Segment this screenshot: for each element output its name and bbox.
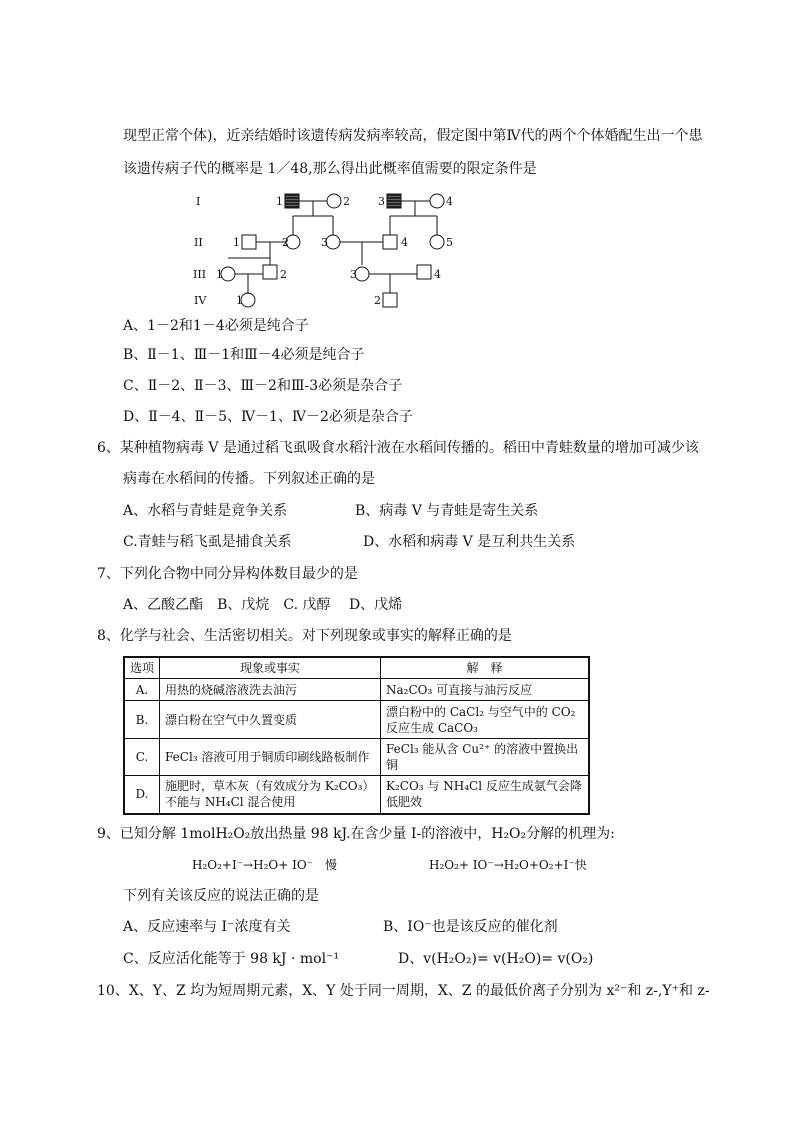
q5-option-c: C、Ⅱ－2、Ⅱ－3、Ⅲ－2和Ⅲ-3必须是杂合子 [123, 378, 403, 394]
q5-option-d: D、Ⅱ－4、Ⅱ－5、Ⅳ－1、Ⅳ－2必须是杂合子 [123, 409, 413, 425]
g1-label-4: 4 [446, 195, 453, 208]
cell-option: C. [124, 739, 160, 776]
cell-option: D. [124, 776, 160, 814]
g3-label-1: 1 [216, 268, 223, 281]
g2-label-5: 5 [446, 236, 453, 249]
cell-phenomenon: FeCl₃ 溶液可用于铜质印刷线路板制作 [160, 739, 381, 776]
g1-label-2: 2 [343, 195, 350, 208]
g2-label-3: 3 [321, 236, 328, 249]
q8-table [123, 656, 590, 815]
q9-option-b: B、IO⁻也是该反应的催化剂 [383, 919, 558, 935]
q5-option-b: B、Ⅱ－1、Ⅲ－1和Ⅲ－4必须是纯合子 [123, 347, 365, 363]
gen-label-3: III [193, 268, 207, 281]
q8-stem: 8、化学与社会、生活密切相关。对下列现象或事实的解释正确的是 [97, 628, 512, 644]
gen-label-4: IV [194, 294, 207, 307]
cell-phenomenon: 漂白粉在空气中久置变质 [160, 701, 381, 739]
table-row [124, 739, 589, 776]
q6-option-b: B、病毒 V 与青蛙是寄生关系 [355, 503, 539, 519]
q6-stem-2: 病毒在水稻间的传播。下列叙述正确的是 [123, 471, 375, 487]
table-header-row [124, 657, 589, 679]
q5-option-a: A、1－2和1－4必须是纯合子 [123, 318, 309, 334]
q9-step-1: H₂O₂+I⁻→H₂O+ IO⁻ 慢 [192, 858, 338, 872]
g3-label-3: 3 [350, 268, 357, 281]
q6-option-d: D、水稻和病毒 V 是互利共生关系 [363, 534, 576, 550]
g1-male-1-affected [285, 194, 299, 208]
q9-step-2: H₂O₂+ IO⁻→H₂O+O₂+I⁻快 [429, 858, 587, 872]
cell-option: A. [124, 679, 160, 701]
g4-label-2: 2 [374, 294, 381, 307]
g3-label-4: 4 [434, 268, 441, 281]
table-row [124, 679, 589, 701]
q6-option-a: A、水稻与青蛙是竟争关系 [123, 503, 288, 519]
q10-stem: 10、X、Y、Z 均为短周期元素，X、Y 处于同一周期，X、Z 的最低价离子分别为 x²⁻和 z-,Y⁺和 z- [97, 983, 710, 999]
q9-subquestion: 下列有关该反应的说法正确的是 [123, 888, 319, 904]
cell-phenomenon: 施肥时，草木灰（有效成分为 K₂CO₃）不能与 NH₄Cl 混合使用 [160, 776, 381, 814]
q7-stem: 7、下列化合物中同分异构体数目最少的是 [97, 566, 358, 582]
gen-label-1: I [196, 195, 201, 208]
pedigree-chart [190, 186, 453, 312]
header-phenomenon: 现象或事实 [160, 657, 381, 679]
gen-label-2: II [194, 236, 203, 249]
q7-options: A、乙酸乙酯 B、戊烷 C. 戊醇 D、戊烯 [123, 597, 403, 613]
q6-stem-1: 6、某种植物病毒 V 是通过稻飞虱吸食水稻汁液在水稻间传播的。稻田中青蛙数量的增加可减少该 [97, 440, 699, 456]
q9-option-d: D、v(H₂O₂)= v(H₂O)= v(O₂) [398, 951, 594, 967]
g3-label-2: 2 [280, 268, 287, 281]
g1-label-1: 1 [276, 195, 283, 208]
q9-option-c: C、反应活化能等于 98 kJ · mol⁻¹ [123, 951, 340, 967]
g1-label-3: 3 [378, 195, 385, 208]
table-row [124, 701, 589, 739]
table-row [124, 776, 589, 814]
q6-option-c: C.青蛙与稻飞虱是捕食关系 [123, 534, 292, 550]
cell-explanation: FeCl₃ 能从含 Cu²⁺ 的溶液中置换出铜 [381, 739, 590, 776]
cell-explanation: K₂CO₃ 与 NH₄Cl 反应生成氨气会降低肥效 [381, 776, 590, 814]
cell-phenomenon: 用热的烧碱溶液洗去油污 [160, 679, 381, 701]
g2-label-1: 1 [233, 236, 240, 249]
g1-male-3-affected [387, 194, 401, 208]
intro-line-2: 该遗传病子代的概率是 1／48,那么得出此概率值需要的限定条件是 [123, 161, 537, 177]
header-explanation: 解 释 [381, 657, 590, 679]
q8-table-wrap [123, 656, 590, 815]
g2-label-4: 4 [401, 236, 408, 249]
cell-explanation: 漂白粉中的 CaCl₂ 与空气中的 CO₂ 反应生成 CaCO₃ [381, 701, 590, 739]
header-option: 选项 [124, 657, 160, 679]
q9-stem: 9、已知分解 1molH₂O₂放出热量 98 kJ.在含少量 I-的溶液中，H₂O₂分解的机理为: [97, 826, 615, 842]
q9-option-a: A、反应速率与 I⁻浓度有关 [123, 919, 291, 935]
cell-explanation: Na₂CO₃ 可直接与油污反应 [381, 679, 590, 701]
g4-label-1: 1 [236, 294, 243, 307]
cell-option: B. [124, 701, 160, 739]
intro-line-1: 现型正常个体)，近亲结婚时该遗传病发病率较高，假定图中第Ⅳ代的两个个体婚配生出一个患 [123, 128, 703, 144]
g2-label-2: 2 [282, 236, 289, 249]
